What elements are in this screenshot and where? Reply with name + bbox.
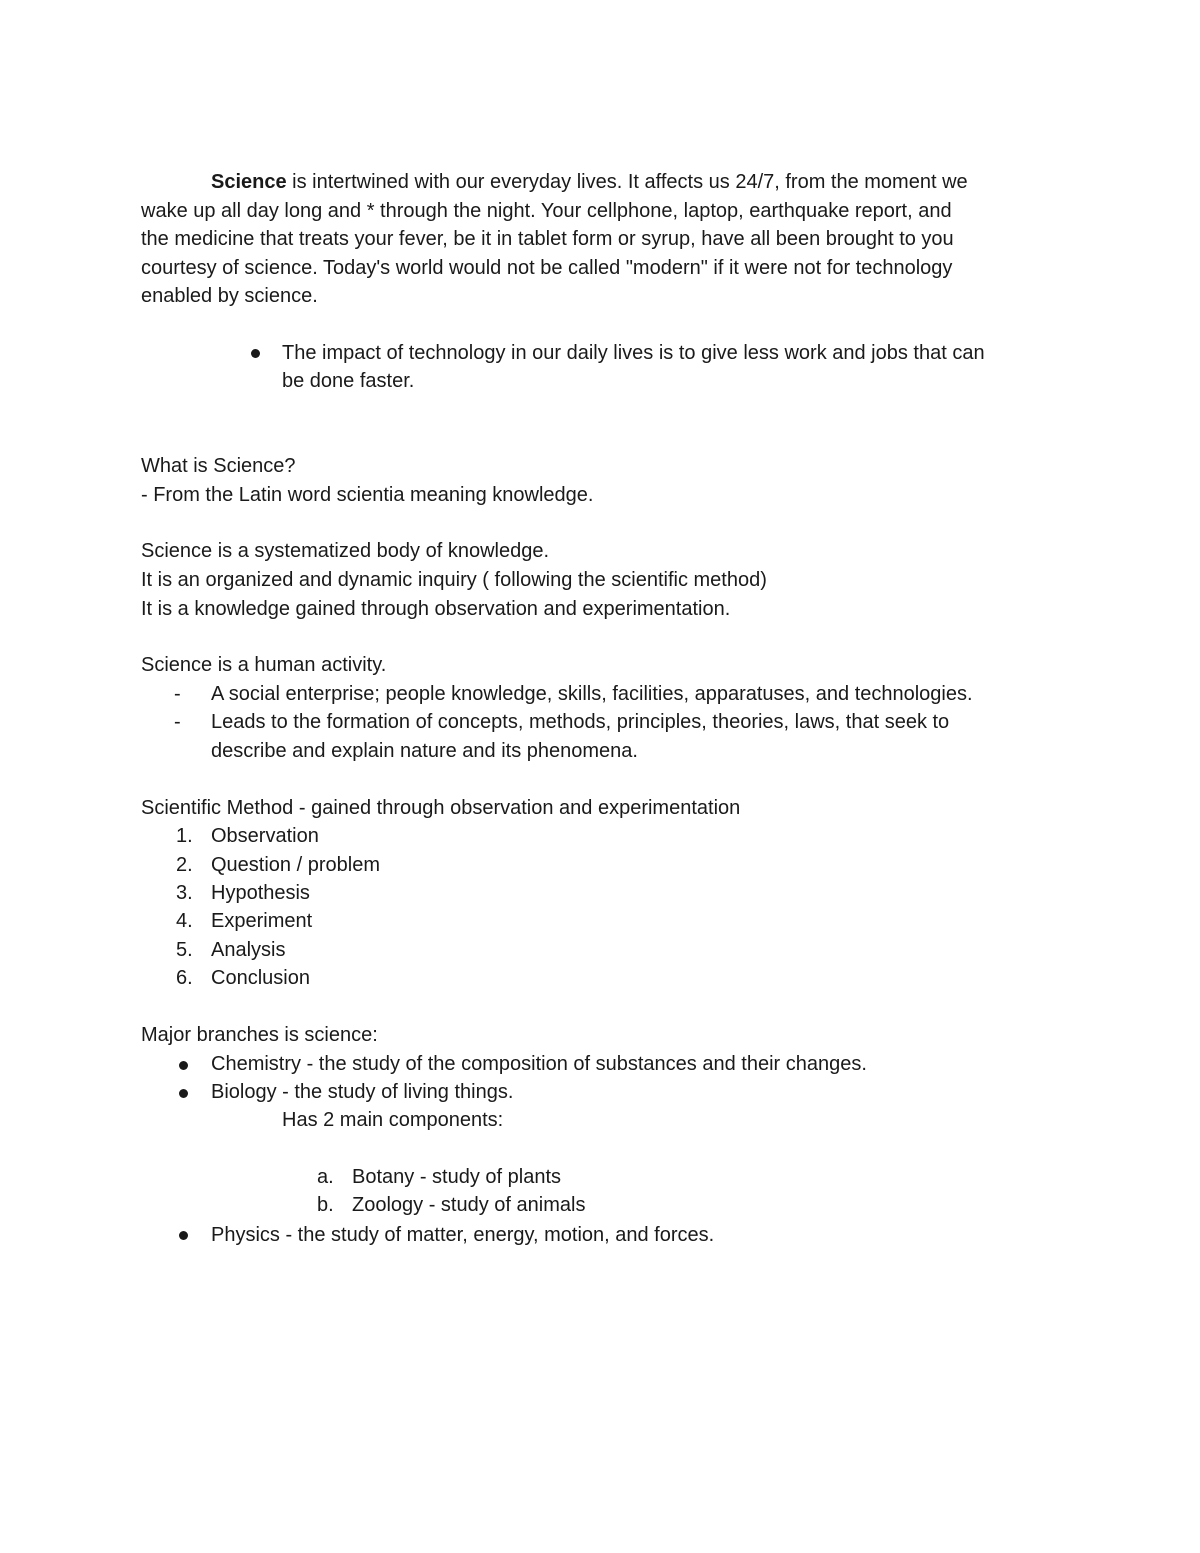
step-label: Hypothesis bbox=[211, 882, 310, 904]
sub-letter: b. bbox=[317, 1194, 334, 1216]
step-number: 2. bbox=[176, 854, 193, 876]
sub-item-botany: Botany - study of plants bbox=[352, 1166, 562, 1188]
human-activity-item-1: A social enterprise; people knowledge, skills, facilities, apparatuses, and technologies. bbox=[211, 683, 973, 705]
bullet-icon bbox=[179, 1231, 188, 1240]
sub-item-zoology: Zoology - study of animals bbox=[352, 1194, 586, 1216]
intro-line-5: enabled by science. bbox=[141, 285, 318, 307]
scientific-method-heading: Scientific Method - gained through observation and experimentation bbox=[141, 797, 741, 819]
bullet-icon bbox=[179, 1089, 188, 1098]
step-label: Analysis bbox=[211, 939, 286, 961]
dash-marker: - bbox=[174, 683, 181, 705]
step-label: Experiment bbox=[211, 910, 313, 932]
knowledge-line-2: It is an organized and dynamic inquiry ( following the scientific method) bbox=[141, 569, 767, 591]
step-number: 5. bbox=[176, 939, 193, 961]
bullet-icon bbox=[179, 1061, 188, 1070]
branch-biology: Biology - the study of living things. bbox=[211, 1081, 514, 1103]
step-number: 4. bbox=[176, 910, 193, 932]
branches-heading: Major branches is science: bbox=[141, 1024, 378, 1046]
bullet-icon bbox=[251, 349, 260, 358]
sub-letter: a. bbox=[317, 1166, 334, 1188]
human-activity-heading: Science is a human activity. bbox=[141, 654, 387, 676]
impact-bullet-line-1: The impact of technology in our daily lives is to give less work and jobs that can bbox=[282, 342, 985, 364]
step-label: Conclusion bbox=[211, 967, 310, 989]
knowledge-line-1: Science is a systematized body of knowledge. bbox=[141, 540, 549, 562]
knowledge-line-3: It is a knowledge gained through observation and experimentation. bbox=[141, 598, 731, 620]
intro-line-2: wake up all day long and * through the night. Your cellphone, laptop, earthquake report, and bbox=[141, 200, 952, 222]
branch-physics: Physics - the study of matter, energy, motion, and forces. bbox=[211, 1224, 715, 1246]
impact-bullet-line-2: be done faster. bbox=[282, 370, 415, 392]
what-is-definition: - From the Latin word scientia meaning knowledge. bbox=[141, 484, 594, 506]
step-label: Question / problem bbox=[211, 854, 380, 876]
intro-line-1-rest: is intertwined with our everyday lives. It affects us 24/7, from the moment we bbox=[286, 171, 968, 193]
what-is-heading: What is Science? bbox=[141, 455, 296, 477]
step-label: Observation bbox=[211, 825, 319, 847]
human-activity-item-2-line-1: Leads to the formation of concepts, methods, principles, theories, laws, that seek to bbox=[211, 711, 950, 733]
human-activity-item-2-line-2: describe and explain nature and its phenomena. bbox=[211, 740, 638, 762]
step-number: 1. bbox=[176, 825, 193, 847]
branch-chemistry: Chemistry - the study of the composition of substances and their changes. bbox=[211, 1053, 867, 1075]
biology-components-note: Has 2 main components: bbox=[282, 1109, 504, 1131]
step-number: 6. bbox=[176, 967, 193, 989]
intro-line-4: courtesy of science. Today's world would not be called "modern" if it were not for technology bbox=[141, 257, 953, 279]
intro-line-3: the medicine that treats your fever, be it in tablet form or syrup, have all been brought to you bbox=[141, 228, 954, 250]
dash-marker: - bbox=[174, 711, 181, 733]
intro-lead-word: Science bbox=[211, 171, 287, 193]
step-number: 3. bbox=[176, 882, 193, 904]
intro-line-1 bbox=[211, 168, 968, 196]
